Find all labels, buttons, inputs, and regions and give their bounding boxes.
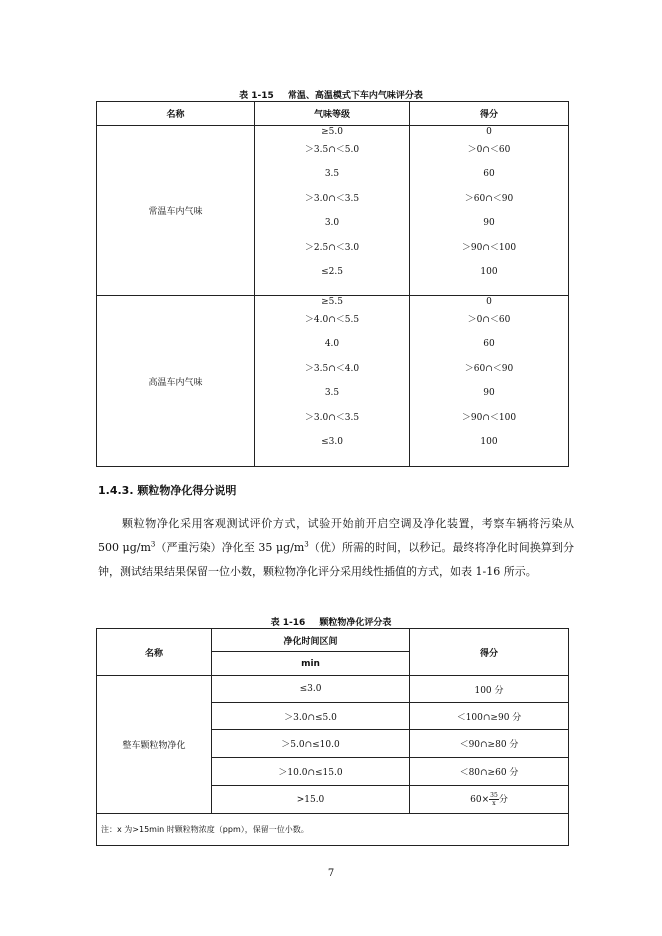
formula-suffix: 分 (498, 795, 508, 805)
score-cell: ＞60∩＜90 (464, 363, 514, 374)
fraction (489, 792, 499, 807)
score-cell: ＞90∩＜100 (461, 242, 517, 253)
level-cell: ≥5.5 (321, 297, 343, 307)
table2-header-score: 得分 (410, 629, 569, 676)
level-cell: 4.0 (324, 339, 340, 350)
unit-superscript: 3 (150, 540, 156, 549)
table1-caption-title: 常温、高温模式下车内气味评分表 (287, 91, 423, 101)
section-paragraph (98, 512, 574, 584)
table1-header-name: 名称 (97, 102, 255, 126)
table1-caption (0, 88, 662, 101)
table-row (97, 676, 569, 703)
score-list-high (410, 296, 569, 467)
level-cell: ≤2.5 (321, 266, 343, 277)
table2-header-unit: min (212, 652, 410, 676)
level-cell: ＞3.5∩＜5.0 (304, 145, 360, 155)
score-cell: 0 (486, 127, 492, 137)
group-name-normal: 常温车内气味 (97, 126, 255, 296)
interval-cell: ≤3.0 (212, 676, 410, 703)
score-cell: 90 (483, 218, 495, 229)
level-cell: ≥5.0 (321, 127, 343, 137)
score-cell: ＞0∩＜60 (467, 145, 511, 155)
level-list-high (255, 296, 410, 467)
paragraph-text-2: （严重污染）净化至 35 μg/m (155, 541, 305, 554)
score-cell: ＞60∩＜90 (464, 193, 514, 204)
score-cell: 100 分 (410, 676, 569, 703)
level-cell: 3.5 (324, 169, 340, 180)
particulate-name: 整车颗粒物净化 (97, 676, 212, 814)
score-list-normal (410, 126, 569, 296)
level-list-normal (255, 126, 410, 296)
score-cell: ＜80∩≥60 分 (410, 758, 569, 786)
score-cell: 60 (483, 169, 495, 180)
section-heading: 1.4.3. 颗粒物净化得分说明 (98, 484, 237, 497)
table-note: 注：x 为>15min 时颗粒物浓度（ppm），保留一位小数。 (97, 814, 569, 846)
interval-cell: ＞10.0∩≤15.0 (212, 758, 410, 786)
level-cell: ＞3.0∩＜3.5 (304, 193, 360, 204)
level-cell: ＞4.0∩＜5.5 (304, 315, 360, 325)
table1-group-high (97, 296, 569, 467)
interval-cell: ＞5.0∩≤10.0 (212, 730, 410, 758)
interval-cell: ＞3.0∩≤5.0 (212, 703, 410, 730)
score-cell: 100 (480, 266, 498, 277)
level-cell: ≤3.0 (321, 436, 343, 447)
table1-header-row (97, 102, 569, 126)
paragraph-text-1: 颗粒物净化采用客观测试评价方式，试验开始前开启空调及净化装置，考察车辆将污染从 500 μg/m (98, 517, 574, 554)
table2-header-name: 名称 (97, 629, 212, 676)
table2-note-row (97, 814, 569, 846)
table2-header-interval: 净化时间区间 (212, 629, 410, 652)
table1-header-level: 气味等级 (255, 102, 410, 126)
score-cell: 0 (486, 297, 492, 307)
group-name-high: 高温车内气味 (97, 296, 255, 467)
page-number: 7 (327, 868, 335, 879)
table2-caption (0, 615, 662, 628)
score-cell: ＞90∩＜100 (461, 412, 517, 423)
fraction-numerator: 35 (490, 792, 498, 799)
table2-caption-number: 表 1-16 (270, 618, 306, 628)
score-cell: ＜90∩≥80 分 (410, 730, 569, 758)
score-cell: ＜100∩≥90 分 (410, 703, 569, 730)
formula-prefix: 60× (470, 795, 490, 805)
table1-group-normal (97, 126, 569, 296)
table1-header-score: 得分 (410, 102, 569, 126)
table2-caption-title: 颗粒物净化评分表 (319, 618, 392, 628)
level-cell: ＞3.5∩＜4.0 (304, 363, 360, 374)
interval-cell: >15.0 (212, 786, 410, 814)
table2-header-row (97, 629, 569, 652)
table1-caption-number: 表 1-15 (239, 91, 274, 101)
particulate-score-table (96, 628, 569, 846)
score-cell: 60 (483, 339, 495, 350)
level-cell: 3.5 (324, 388, 340, 399)
score-cell: 100 (480, 436, 498, 447)
odor-score-table (96, 101, 569, 467)
fraction-denominator: x (492, 800, 496, 807)
score-cell: 90 (483, 388, 495, 399)
paragraph-text-3: （优）所需的时间，以秒记。最终将净化时间换算到分钟，测试结果结果保留一位小数，颗粒物净化评分采用线性插值的方式，如表 1-16 所示。 (98, 541, 574, 578)
score-cell: ＞0∩＜60 (467, 315, 511, 325)
level-cell: 3.0 (324, 218, 340, 229)
score-formula-cell (410, 786, 569, 814)
unit-superscript: 3 (304, 540, 309, 549)
level-cell: ＞3.0∩＜3.5 (304, 412, 360, 423)
level-cell: ＞2.5∩＜3.0 (304, 242, 360, 253)
